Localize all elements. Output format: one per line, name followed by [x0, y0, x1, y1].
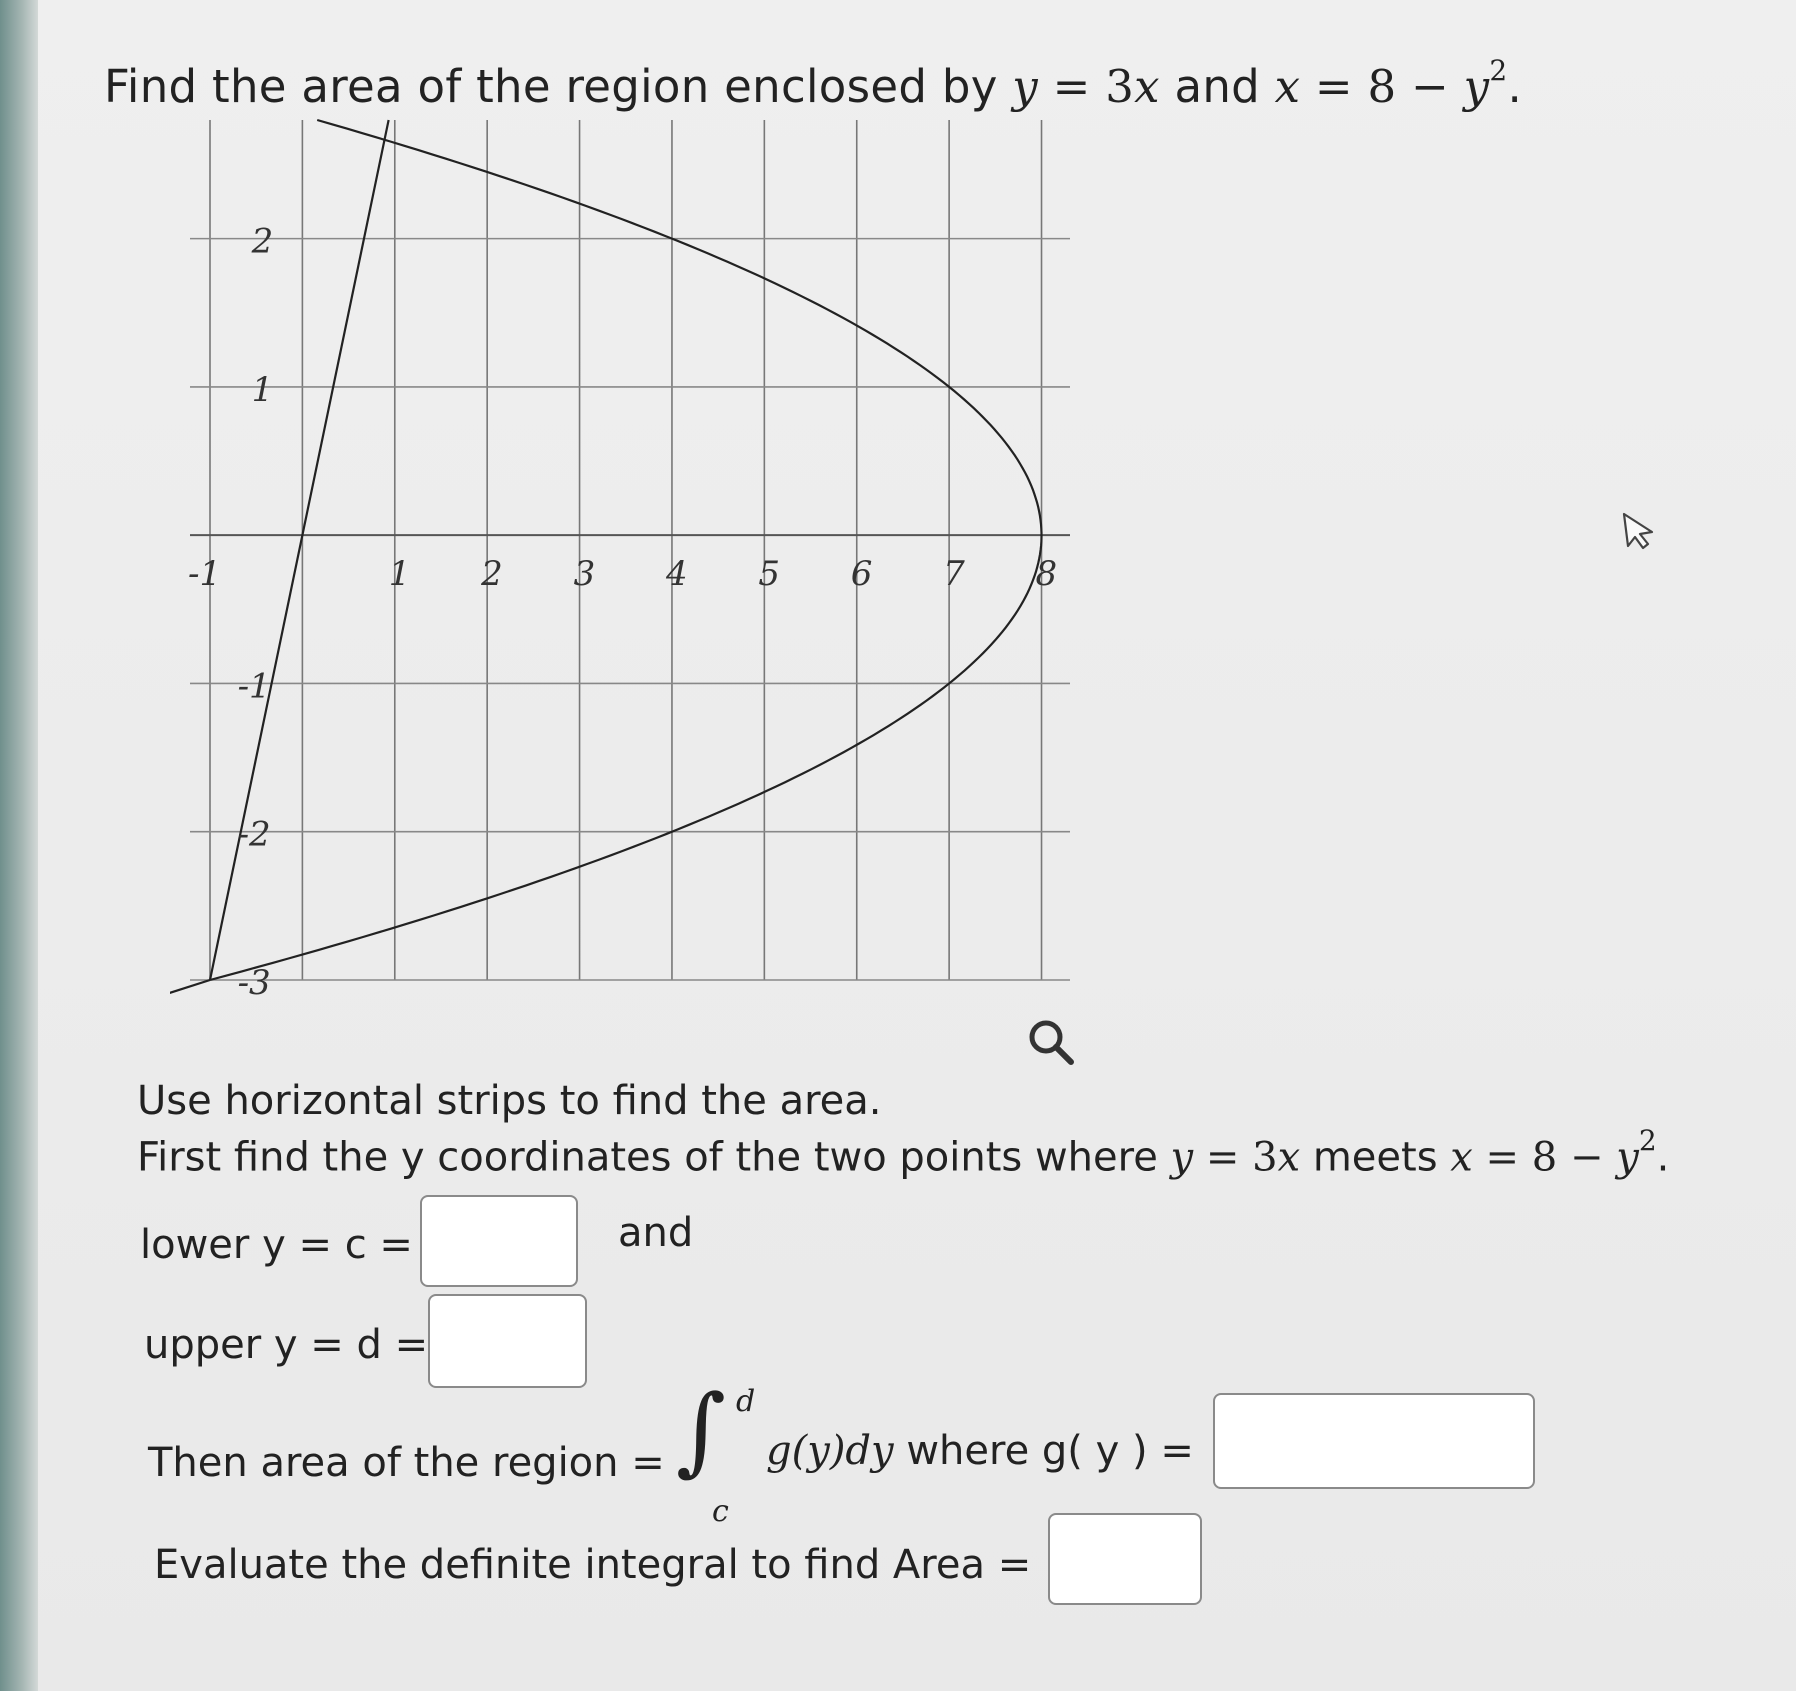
integrand-rest: (y)dy — [791, 1428, 894, 1474]
instr-y2: y — [1616, 1134, 1639, 1181]
integrand-g: g — [766, 1428, 792, 1474]
instr-x: x — [1277, 1134, 1301, 1181]
graph-grid — [190, 120, 1070, 980]
instruction-line-2 — [137, 1124, 1670, 1181]
x-tick-label: 3 — [573, 554, 596, 595]
where-label: where g( y ) = — [906, 1428, 1194, 1474]
question-prefix: Find the area of the region enclosed by — [104, 60, 998, 113]
x-tick-label: 7 — [943, 554, 965, 595]
integral-expression — [676, 1374, 756, 1529]
and-label: and — [618, 1210, 694, 1256]
x-tick-label: 6 — [850, 554, 873, 595]
lower-limit: c — [712, 1494, 729, 1529]
x-tick-label: 5 — [758, 554, 780, 595]
x-tick-labels — [188, 554, 1057, 594]
y-tick-label: 1 — [251, 369, 274, 410]
instr-y: y — [1170, 1134, 1194, 1181]
eq1-var: x — [1134, 60, 1160, 113]
upper-limit: d — [736, 1384, 756, 1419]
eq2-const: 8 − — [1367, 60, 1464, 113]
x-tick-label: 4 — [665, 554, 688, 595]
x-tick-label: -1 — [188, 554, 222, 595]
instr-x2: x — [1450, 1134, 1473, 1181]
instr-equals: = — [1193, 1134, 1253, 1181]
line-tail — [170, 980, 210, 998]
y-tick-labels — [238, 222, 274, 1003]
graph-curves — [170, 120, 1042, 998]
instruction-line-2-prefix: First find the y coordinates of the two points where — [137, 1134, 1158, 1181]
lower-y-label: lower y = c = — [140, 1222, 413, 1268]
eq2-lhs: x — [1274, 60, 1301, 113]
instruction-line-1: Use horizontal strips to find the area. — [137, 1078, 882, 1124]
y-tick-label: 2 — [251, 221, 274, 262]
x-tick-label: 8 — [1035, 554, 1058, 595]
evaluate-label: Evaluate the definite integral to find Area = — [154, 1542, 1032, 1588]
magnifier-icon[interactable] — [1026, 1017, 1076, 1067]
region-graph — [170, 110, 1100, 1010]
integral-sign: ∫ — [676, 1374, 727, 1486]
question-title — [104, 54, 1523, 113]
instr-equals-2: = — [1472, 1134, 1532, 1181]
question-conj: and — [1174, 60, 1260, 113]
y-tick-label: -3 — [237, 963, 271, 1003]
eq2-exponent: 2 — [1489, 54, 1508, 87]
y-tick-label: -2 — [237, 814, 271, 855]
instr-exponent: 2 — [1638, 1124, 1657, 1157]
eq2-equals: = — [1300, 60, 1368, 113]
x-tick-label: 2 — [481, 554, 503, 595]
instr-meets: meets — [1312, 1134, 1438, 1181]
instr-const: 8 − — [1531, 1134, 1617, 1181]
area-label: Then area of the region = — [148, 1440, 665, 1486]
lower-y-input[interactable] — [420, 1195, 578, 1287]
eq2-var: y — [1463, 60, 1490, 113]
screen-edge — [0, 0, 40, 1691]
eq1-coef: 3 — [1105, 60, 1135, 113]
upper-y-input[interactable] — [428, 1294, 587, 1388]
parabola-curve — [210, 120, 1042, 980]
integrand — [766, 1428, 1194, 1474]
instr-period: . — [1656, 1134, 1670, 1181]
y-tick-label: -1 — [237, 666, 271, 707]
mouse-pointer-icon — [1618, 508, 1662, 552]
question-period: . — [1507, 60, 1523, 113]
area-input[interactable] — [1048, 1513, 1202, 1605]
x-tick-label: 1 — [388, 554, 411, 595]
upper-y-label: upper y = d = — [144, 1322, 429, 1368]
eq1-equals: = — [1037, 60, 1106, 113]
g-of-y-input[interactable] — [1213, 1393, 1535, 1489]
eq1-lhs: y — [1012, 60, 1038, 113]
instr-coef: 3 — [1252, 1134, 1278, 1181]
